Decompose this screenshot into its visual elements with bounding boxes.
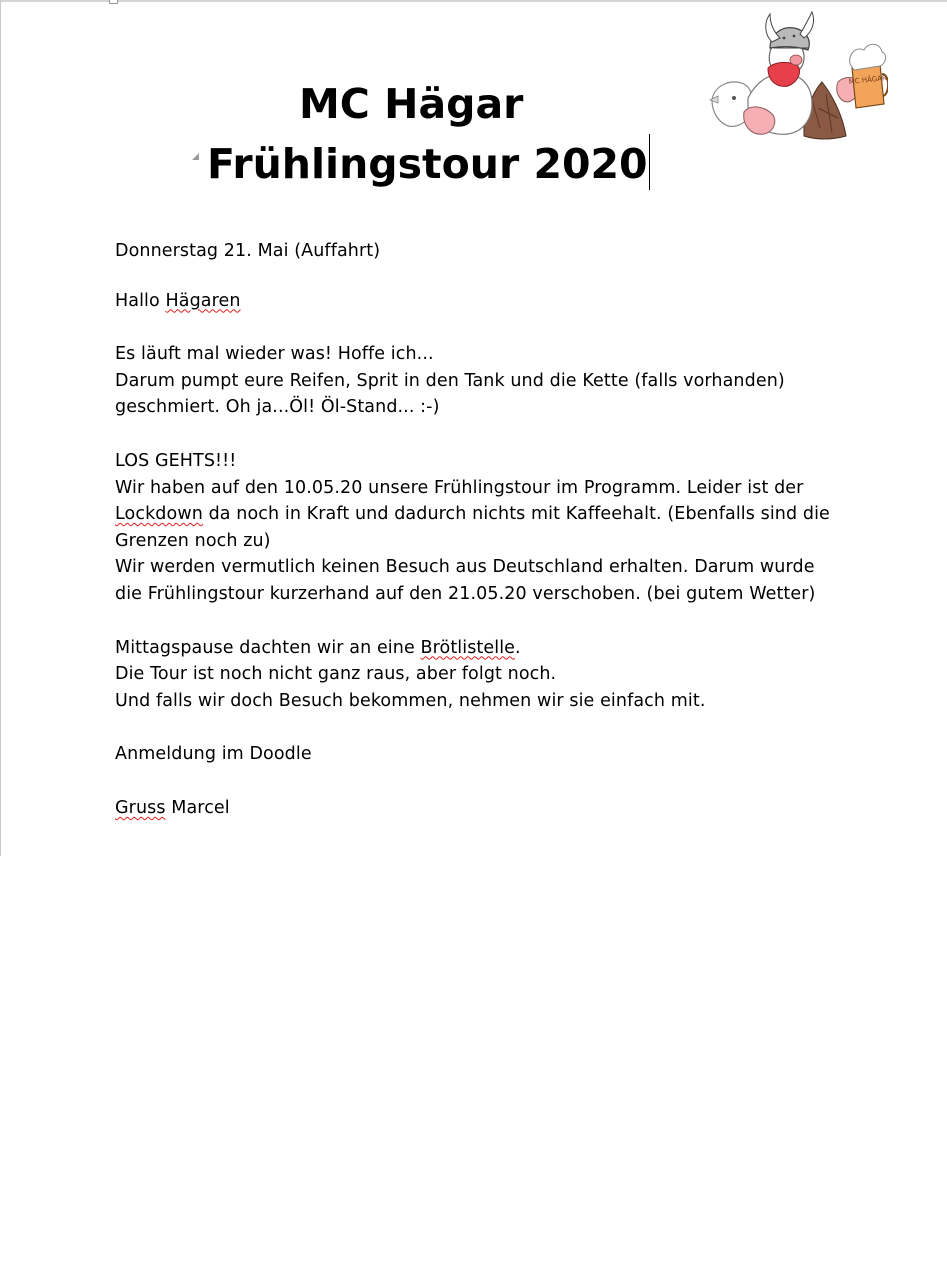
- text-line: Wir haben auf den 10.05.20 unsere Frühlingstour im Programm. Leider ist der: [115, 477, 804, 498]
- viking-mascot-icon: [708, 8, 888, 142]
- text-line: Lockdown da noch in Kraft und dadurch nichts mit Kaffeehalt. (Ebenfalls sind die: [115, 504, 830, 525]
- spellcheck-word[interactable]: Brötlistelle: [420, 637, 516, 658]
- text-line: die Frühlingstour kurzerhand auf den 21.05.20 verschoben. (bei gutem Wetter): [115, 583, 816, 604]
- text-line: Grenzen noch zu): [115, 530, 271, 551]
- spellcheck-word[interactable]: Hägaren: [165, 290, 241, 311]
- text-cursor: [649, 134, 650, 190]
- mug-label: MC HÄGAR: [848, 74, 888, 86]
- text-line: Es läuft mal wieder was! Hoffe ich...: [115, 344, 434, 365]
- text-line: Die Tour ist noch nicht ganz raus, aber folgt noch.: [115, 664, 557, 685]
- text-line: LOS GEHTS!!!: [115, 450, 237, 471]
- greeting-line: Hallo Hägaren: [115, 290, 241, 311]
- text-line: geschmiert. Oh ja...Öl! Öl-Stand... :-): [115, 397, 440, 418]
- text-line: Darum pumpt eure Reifen, Sprit in den Tank und die Kette (falls vorhanden): [115, 370, 785, 391]
- text-line: Wir werden vermutlich keinen Besuch aus Deutschland erhalten. Darum wurde: [115, 557, 815, 578]
- spellcheck-word[interactable]: Lockdown: [115, 504, 203, 525]
- signup-line: Anmeldung im Doodle: [115, 744, 312, 765]
- text-boundary-marker: [109, 0, 118, 4]
- paragraph-anchor-icon: [192, 153, 199, 160]
- text-line: Und falls wir doch Besuch bekommen, nehmen wir sie einfach mit.: [115, 690, 706, 711]
- date-line: Donnerstag 21. Mai (Auffahrt): [115, 241, 381, 261]
- document-subtitle[interactable]: [207, 134, 650, 190]
- page-top-edge: [0, 0, 947, 2]
- text-line: Mittagspause dachten wir an eine Brötlistelle.: [115, 637, 521, 658]
- document-title[interactable]: MC Hägar: [299, 80, 524, 128]
- closing-line: Gruss Marcel: [115, 797, 230, 818]
- subtitle-text: Frühlingstour 2020: [207, 140, 648, 188]
- letter-body: [115, 238, 855, 822]
- page-left-edge: [0, 0, 1, 856]
- spellcheck-word[interactable]: Gruss: [115, 797, 166, 818]
